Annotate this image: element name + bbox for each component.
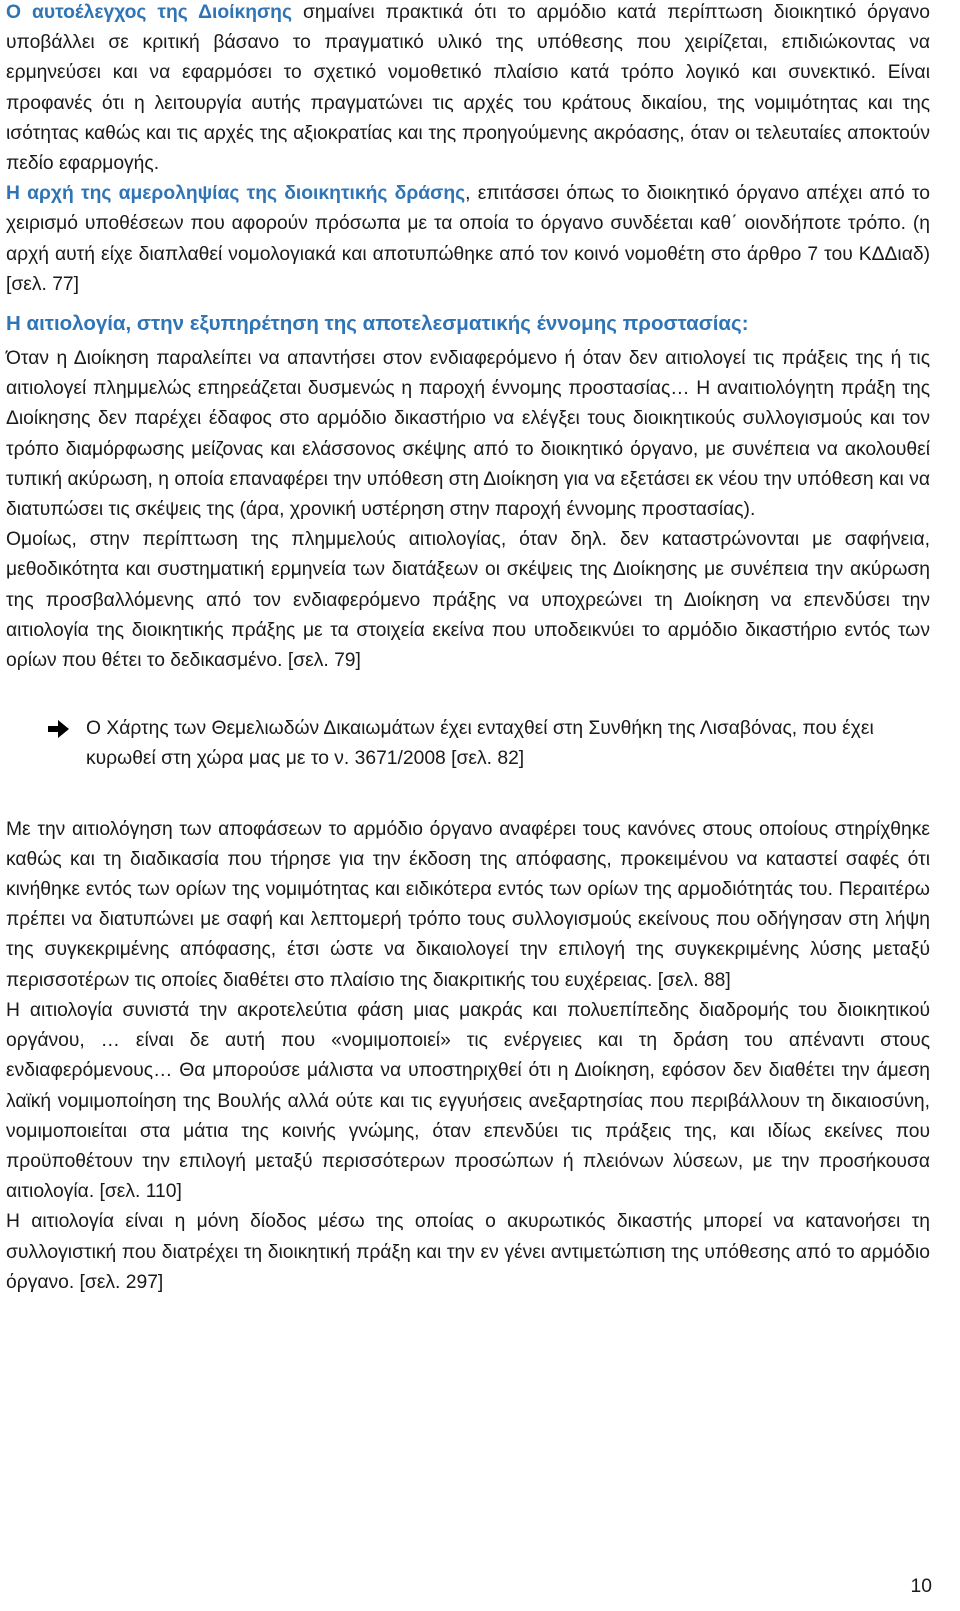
paragraph-final-phase: Η αιτιολογία συνιστά την ακροτελεύτια φάση μιας μακράς και πολυεπίπεδης διαδρομής του διοικητικού οργάνου, … είναι δε αυτή που «νομιμοποιεί» τις ενέργειες και τη δράση του απέναντι στους ενδιαφερόμενους… Θα μπορούσε μάλιστα να υποστηριχθεί ότι η Διοίκηση, εφόσον δεν διαθέτει την άμεση λαϊκή νομιμοποίηση της Βουλής αλλά ούτε και τις εγγυήσεις ανεξαρτησίας που περιβάλλουν τη δικαιοσύνη, νομιμοποιείται στα μάτια της κοινής γνώμης, όταν επενδύει τις πράξεις της, και ιδίως εκείνες που προϋποθέτουν την επιλογή μεταξύ περισσότερων προσώπων ή πλειόνων λύσεων, με την προσήκουσα αιτιολογία. [σελ. 110] bbox=[6, 999, 930, 1203]
paragraph-self-control-text: σημαίνει πρακτικά ότι το αρμόδιο κατά περίπτωση διοικητικό όργανο υποβάλλει σε κριτική βάσανο το πραγματικό υλικό της υπόθεσης που χειρίζεται, επιδιώκοντας να ερμηνεύσει και να εφαρμόσει το σχετικό νομοθετικό πλαίσιο κατά τρόπο λογικό και συνεκτικό. Είναι προφανές ότι η λειτουργία αυτής πραγματώνει τις αρχές του κράτους δικαίου, της νομιμότητας και της ισότητας καθώς και τις αρχές της αξιοκρατίας και της προηγούμενης ακρόασης, όταν οι τελευταίες αποκτούν πεδίο εφαρμογής. bbox=[6, 2, 931, 175]
highlight-self-control: Ο αυτοέλεγχος της Διοίκησης bbox=[6, 2, 292, 23]
paragraph-justification: Με την αιτιολόγηση των αποφάσεων το αρμόδιο όργανο αναφέρει τους κανόνες στους οποίους στηρίχθηκε καθώς και τη διαδικασία που τήρησε για την έκδοση της απόφασης, προκειμένου να καταστεί σαφές ότι κινήθηκε εντός των ορίων της νομιμότητας και ειδικότερα εντός των ορίων της αρμοδιότητάς του. Περαιτέρω πρέπει να διατυπώνει με σαφή και λεπτομερή τρόπο τους συλλογισμούς εκείνους που οδήγησαν στη λήψη της συγκεκριμένης απόφασης, έτσι ώστε να δικαιολογεί την επιλογή της συγκεκριμένης λύσης μεταξύ περισσοτέρων τις οποίες διαθέτει στο πλαίσιο της διακριτικής του ευχέρειας. [σελ. 88] bbox=[6, 818, 930, 991]
arrow-right-icon bbox=[48, 714, 80, 744]
arrow-note bbox=[48, 714, 930, 774]
document-page bbox=[6, 0, 930, 1298]
paragraph-self-control bbox=[6, 0, 930, 179]
paragraph-impartiality-text: , επιτάσσει όπως το διοικητικό όργανο απέχει από το χειρισμό υποθέσεων που αφορούν πρόσωπα με τα οποία το όργανο συνδέεται καθ΄ οιονδήποτε τρόπο. (η αρχή αυτή είχε διαπλαθεί νομολογιακά και αποτυπώθηκε από τον κοινό νομοθέτη στο άρθρο 7 του ΚΔΔιαδ) [σελ. 77] bbox=[6, 183, 930, 295]
paragraph-omission: Όταν η Διοίκηση παραλείπει να απαντήσει στον ενδιαφερόμενο ή όταν δεν αιτιολογεί τις πράξεις της ή τις αιτιολογεί πλημμελώς επηρεάζεται δυσμενώς η παροχή έννομης προστασίας… Η αναιτιολόγητη πράξη της Διοίκησης δεν παρέχει έδαφος στο αρμόδιο δικαστήριο να ελέγξει τους διοικητικούς συλλογισμούς και τον τρόπο διαμόρφωσης μείζονας και ελάσσονος σκέψης από το διοικητικό όργανο, με συνέπεια να ακολουθεί τυπική ακύρωση, η οποία επαναφέρει την υπόθεση στη Διοίκηση για να εξετάσει εκ νέου την υπόθεση και να διατυπώσει τις σκέψεις της (άρα, χρονική υστέρηση στην παροχή έννομης προστασίας). bbox=[6, 348, 930, 521]
paragraph-only-path: Η αιτιολογία είναι η μόνη δίοδος μέσω της οποίας ο ακυρωτικός δικαστής μπορεί να κατανοήσει τη συλλογιστική που διατρέχει τη διοικητική πράξη και την εν γένει αντιμετώπιση της υπόθεσης από το αρμόδιο όργανο. [σελ. 297] bbox=[6, 1211, 930, 1293]
arrow-note-text: Ο Χάρτης των Θεμελιωδών Δικαιωμάτων έχει ενταχθεί στη Συνθήκη της Λισαβόνας, που έχει κυρωθεί στη χώρα μας με το ν. 3671/2008 [σελ. 82] bbox=[86, 718, 874, 770]
highlight-impartiality: Η αρχή της αμεροληψίας της διοικητικής δράσης bbox=[6, 183, 466, 205]
paragraph-deficient-reasoning: Ομοίως, στην περίπτωση της πλημμελούς αιτιολογίας, όταν δηλ. δεν καταστρώνονται με σαφήνεια, μεθοδικότητα και συστηματική ερμηνεία των διατάξεων οι σκέψεις της Διοίκησης με συνέπεια την ακύρωση της προσβαλλόμενης από τον ενδιαφερόμενο πράξης να υποχρεώνει τη Διοίκηση να επενδύσει την αιτιολογία της διοικητικής πράξης με τα στοιχεία εκείνα που υποδεικνύει το αρμόδιο δικαστήριο εντός των ορίων που θέτει το δεδικασμένο. [σελ. 79] bbox=[6, 529, 930, 672]
paragraph-impartiality bbox=[6, 179, 930, 300]
page-number: 10 bbox=[910, 1576, 932, 1597]
section-heading: Η αιτιολογία, στην εξυπηρέτηση της αποτελεσματικής έννομης προστασίας: bbox=[6, 312, 749, 336]
